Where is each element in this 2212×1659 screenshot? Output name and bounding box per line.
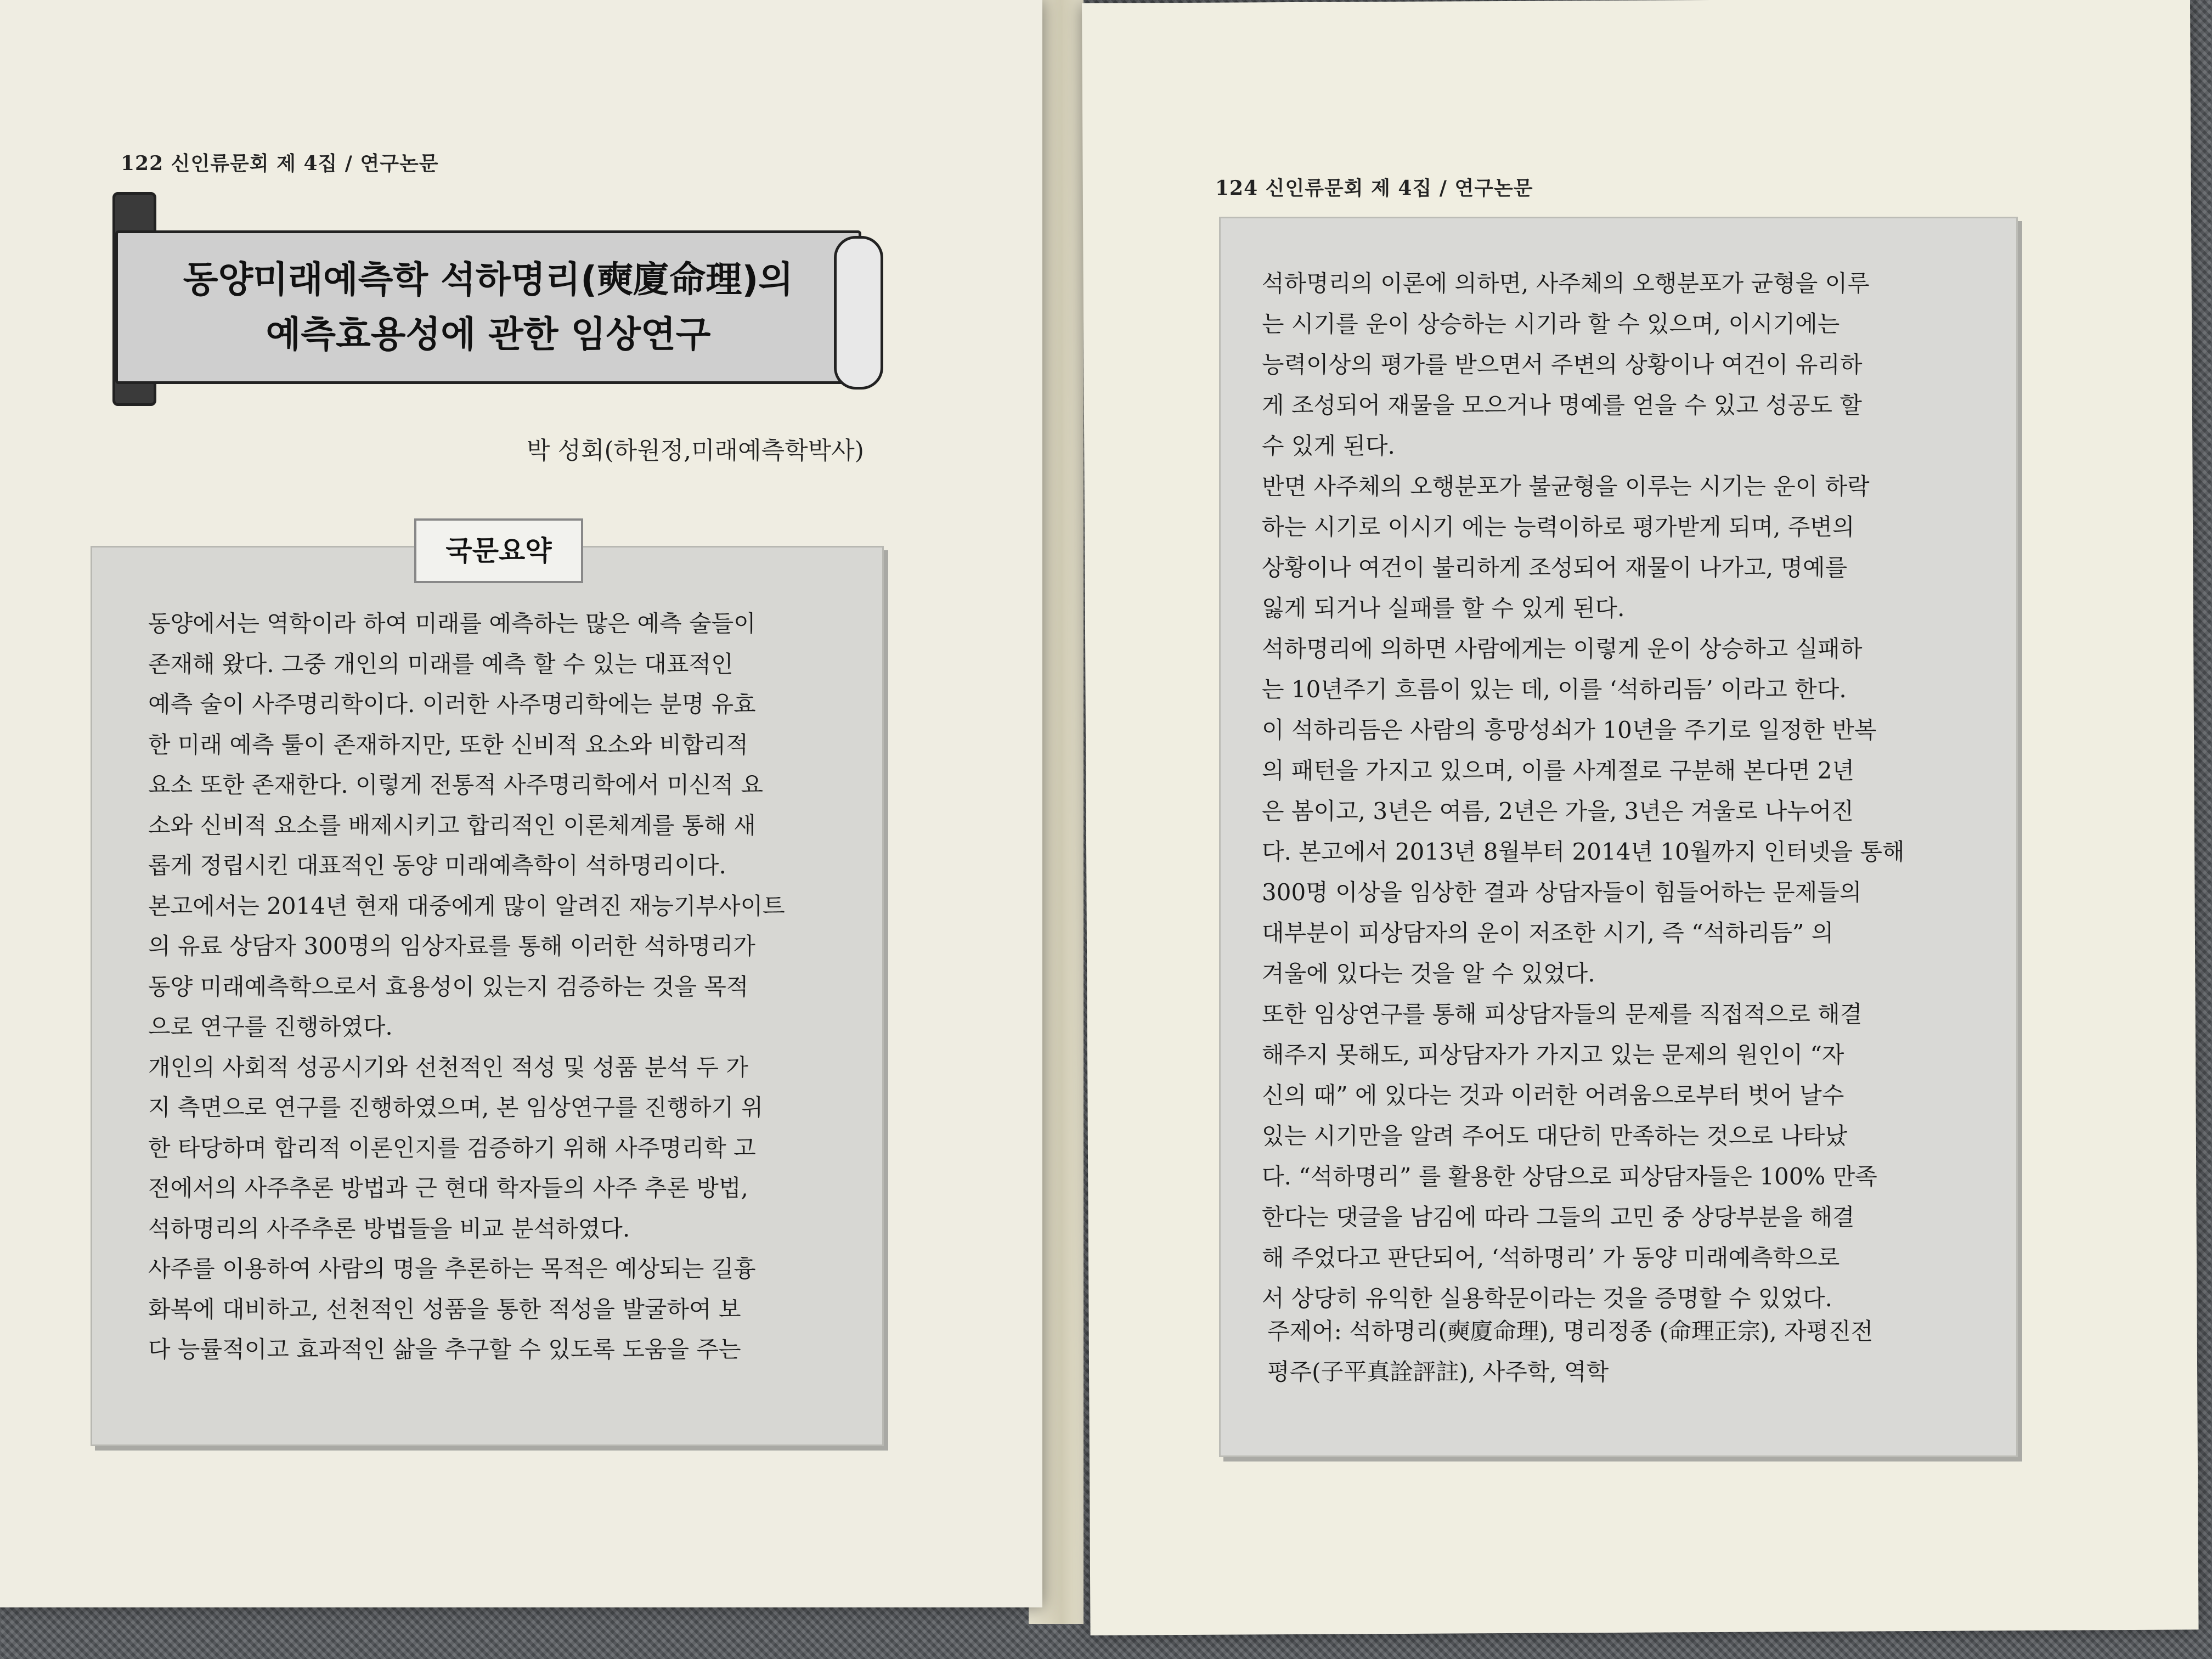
text-line: 존재해 왔다. 그중 개인의 미래를 예측 할 수 있는 대표적인 bbox=[148, 650, 733, 678]
scroll-roller-right bbox=[834, 236, 883, 390]
text-line: 의 패턴을 가지고 있으며, 이를 사계절로 구분해 본다면 2년 bbox=[1262, 757, 1855, 784]
text-line: 해 주었다고 판단되어, ‘석하명리’ 가 동양 미래예측학으로 bbox=[1262, 1244, 1840, 1271]
text-line: 요소 또한 존재한다. 이렇게 전통적 사주명리학에서 미신적 요 bbox=[148, 771, 764, 798]
text-line: 본고에서는 2014년 현재 대중에게 많이 알려진 재능기부사이트 bbox=[148, 892, 785, 919]
text-line: 서 상당히 유익한 실용학문이라는 것을 증명할 수 있었다. bbox=[1262, 1285, 1832, 1312]
text-line: 해주지 못해도, 피상담자가 가지고 있는 문제의 원인이 “자 bbox=[1262, 1041, 1844, 1068]
text-line: 300명 이상을 임상한 결과 상담자들이 힘들어하는 문제들의 bbox=[1262, 879, 1862, 906]
text-line: 석하명리에 의하면 사람에게는 이렇게 운이 상승하고 실패하 bbox=[1262, 635, 1863, 662]
body-text bbox=[1262, 263, 1905, 1319]
text-line: 동양 미래예측학으로서 효용성이 있는지 검증하는 것을 목적 bbox=[148, 973, 749, 1000]
text-line: 잃게 되거나 실패를 할 수 있게 된다. bbox=[1262, 595, 1625, 622]
text-line: 반면 사주체의 오행분포가 불균형을 이루는 시기는 운이 하락 bbox=[1262, 473, 1870, 500]
text-line: 신의 때” 에 있다는 것과 이러한 어려움으로부터 벗어 날수 bbox=[1262, 1082, 1844, 1109]
text-line: 지 측면으로 연구를 진행하였으며, 본 임상연구를 진행하기 위 bbox=[148, 1094, 764, 1121]
text-line: 석하명리의 사주추론 방법들을 비교 분석하였다. bbox=[148, 1215, 630, 1242]
text-line: 으로 연구를 진행하였다. bbox=[148, 1013, 393, 1040]
text-line: 능력이상의 평가를 받으면서 주변의 상황이나 여건이 유리하 bbox=[1262, 351, 1863, 378]
text-line: 한 미래 예측 툴이 존재하지만, 또한 신비적 요소와 비합리적 bbox=[148, 731, 748, 758]
text-line: 동양에서는 역학이라 하여 미래를 예측하는 많은 예측 술들이 bbox=[148, 610, 756, 637]
left-page bbox=[0, 0, 1042, 1607]
text-line: 의 유료 상담자 300명의 임상자료를 통해 이러한 석하명리가 bbox=[148, 933, 755, 960]
text-line: 화복에 대비하고, 선천적인 성품을 통한 적성을 발굴하여 보 bbox=[148, 1295, 741, 1323]
text-line: 소와 신비적 요소를 배제시키고 합리적인 이론체계를 통해 새 bbox=[148, 811, 756, 839]
text-line: 다. 본고에서 2013년 8월부터 2014년 10월까지 인터넷을 통해 bbox=[1262, 838, 1905, 865]
text-line: 사주를 이용하여 사람의 명을 추론하는 목적은 예상되는 길흉 bbox=[148, 1255, 756, 1282]
text-line: 수 있게 된다. bbox=[1262, 432, 1395, 459]
text-line: 는 10년주기 흐름이 있는 데, 이를 ‘석하리듬’ 이라고 한다. bbox=[1262, 676, 1847, 703]
left-page-header: 122 신인류문회 제 4집 / 연구논문 bbox=[121, 152, 439, 175]
text-line: 한 타당하며 합리적 이론인지를 검증하기 위해 사주명리학 고 bbox=[148, 1134, 756, 1161]
keywords bbox=[1267, 1311, 1873, 1392]
keyword-line: 주제어: 석하명리(奭廈命理), 명리정종 (命理正宗), 자평진전 bbox=[1267, 1318, 1874, 1345]
abstract-text bbox=[148, 603, 785, 1370]
right-page-header: 124 신인류문회 제 4집 / 연구논문 bbox=[1215, 177, 1533, 200]
text-line: 하는 시기로 이시기 에는 능력이하로 평가받게 되며, 주변의 bbox=[1262, 514, 1855, 540]
text-line: 는 시기를 운이 상승하는 시기라 할 수 있으며, 이시기에는 bbox=[1262, 311, 1840, 337]
text-line: 대부분이 피상담자의 운이 저조한 시기, 즉 “석하리듬” 의 bbox=[1262, 919, 1834, 946]
text-line: 석하명리의 이론에 의하면, 사주체의 오행분포가 균형을 이루 bbox=[1262, 270, 1870, 297]
text-line: 롭게 정립시킨 대표적인 동양 미래예측학이 석하명리이다. bbox=[148, 852, 726, 879]
text-line: 다. “석하명리” 를 활용한 상담으로 피상담자들은 100% 만족 bbox=[1262, 1163, 1877, 1190]
text-line: 게 조성되어 재물을 모으거나 명예를 얻을 수 있고 성공도 할 bbox=[1262, 392, 1862, 419]
text-line: 한다는 댓글을 남김에 따라 그들의 고민 중 상당부분을 해결 bbox=[1262, 1204, 1855, 1231]
text-line: 있는 시기만을 알려 주어도 대단히 만족하는 것으로 나타났 bbox=[1262, 1122, 1848, 1149]
keyword-line: 평주(子平真詮評註), 사주학, 역학 bbox=[1267, 1358, 1609, 1385]
title-line: 동양미래예측학 석하명리(奭廈命理)의 bbox=[183, 258, 794, 301]
title-line: 예측효용성에 관한 임상연구 bbox=[266, 313, 711, 356]
text-line: 은 봄이고, 3년은 여름, 2년은 가을, 3년은 겨울로 나누어진 bbox=[1262, 798, 1854, 825]
text-line: 개인의 사회적 성공시기와 선천적인 적성 및 성품 분석 두 가 bbox=[148, 1053, 748, 1081]
paper-title bbox=[143, 252, 834, 362]
text-line: 또한 임상연구를 통해 피상담자들의 문제를 직접적으로 해결 bbox=[1262, 1001, 1863, 1028]
text-line: 다 능률적이고 효과적인 삶을 추구할 수 있도록 도움을 주는 bbox=[148, 1336, 741, 1363]
text-line: 이 석하리듬은 사람의 흥망성쇠가 10년을 주기로 일정한 반복 bbox=[1262, 716, 1877, 743]
text-line: 상황이나 여건이 불리하게 조성되어 재물이 나가고, 명예를 bbox=[1262, 554, 1848, 581]
text-line: 전에서의 사주추론 방법과 근 현대 학자들의 사주 추론 방법, bbox=[148, 1175, 748, 1201]
text-line: 겨울에 있다는 것을 알 수 있었다. bbox=[1262, 960, 1595, 987]
text-line: 예측 술이 사주명리학이다. 이러한 사주명리학에는 분명 유효 bbox=[148, 691, 756, 718]
author: 박 성회(하원정,미래예측학박사) bbox=[527, 437, 864, 465]
abstract-label: 국문요약 bbox=[414, 518, 583, 583]
